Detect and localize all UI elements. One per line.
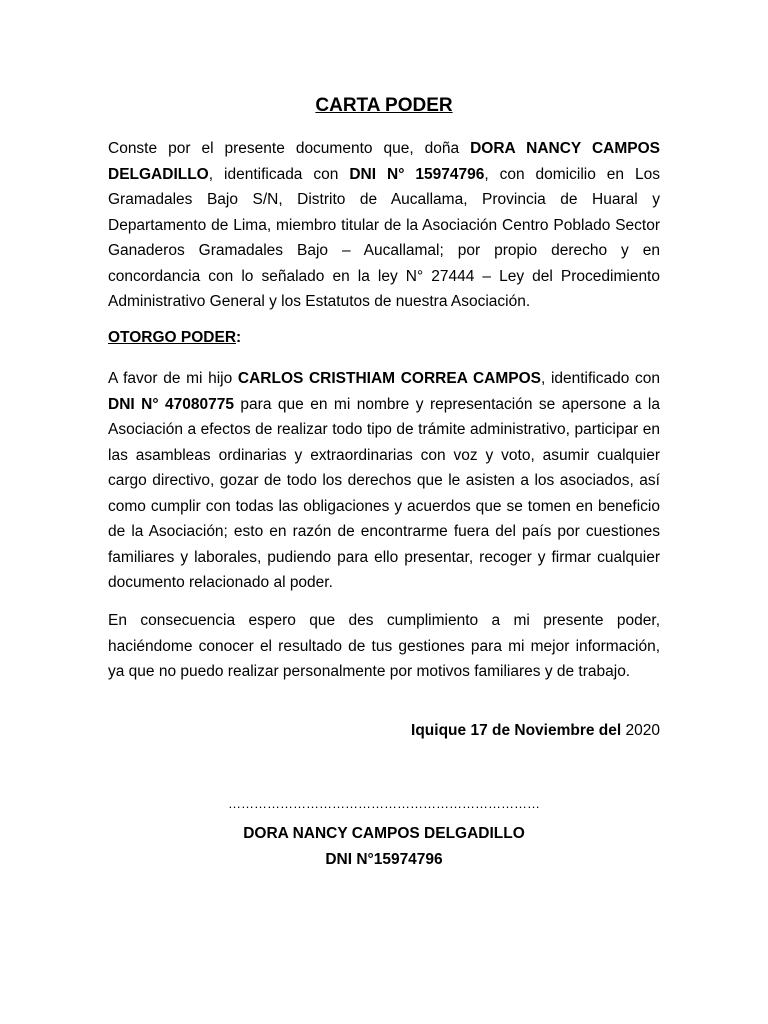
place-date-text: Iquique 17 de Noviembre del: [411, 722, 626, 739]
intro-text-1: Conste por el presente documento que, doña: [108, 140, 471, 157]
grant-text-1: A favor de mi hijo: [108, 370, 238, 387]
signatory-name: DORA NANCY CAMPOS DELGADILLO: [243, 825, 525, 842]
grantor-dni: DNI N° 15974796: [349, 165, 485, 183]
heading-colon: :: [236, 329, 242, 346]
heading-text: OTORGO PODER: [108, 329, 237, 346]
document-title: CARTA PODER: [315, 95, 453, 116]
signature-line: ………………………………………………………………: [228, 796, 540, 811]
intro-paragraph: [108, 136, 660, 315]
grantee-name: CARLOS CRISTHIAM CORREA CAMPOS: [237, 370, 541, 387]
grantee-dni: DNI N° 47080775: [108, 395, 234, 413]
place-date-year: 2020: [625, 722, 660, 739]
intro-text-3: , con domicilio en Los Gramadales Bajo S/N, Distrito de Aucallama, Provincia de Huaral y Departamento de Lima, miembro titular de la Asociación Centro Poblado Sector Ganaderos Gramadales Bajo – Aucallamal; por propio derecho y en concordancia con lo señalado en la ley N° 27444 – Ley del Procedimiento Administrativo General y los Estatutos de nuestra Asociación.: [108, 165, 660, 310]
grant-text-2: , identificado con: [541, 370, 660, 387]
grant-paragraph: [108, 366, 660, 596]
grantor-name: DORA NANCY CAMPOS DELGADILLO: [108, 140, 660, 183]
signatory-dni: DNI N°15974796: [325, 851, 443, 868]
place-date: [411, 722, 660, 740]
closing-paragraph: En consecuencia espero que des cumplimiento a mi presente poder, haciéndome conocer el resultado de tus gestiones para mi mejor información, ya que no puedo realizar personalmente por motivos familiares y de trabajo.: [108, 612, 660, 680]
section-heading: [108, 329, 241, 347]
intro-text-2: , identificada con: [208, 165, 350, 183]
grant-text-3: para que en mi nombre y representación se apersone a la Asociación a efectos de realizar todo tipo de trámite administrativo, participar en las asambleas ordinarias y extraordinarias con voz y voto, asumir cualquier cargo directivo, gozar de todo los derechos que le asisten a los asociados, así como cumplir con todas las obligaciones y acuerdos que se tomen en beneficio de la Asociación; esto en razón de encontrarme fuera del país por cuestiones familiares y laborales, pudiendo para ello presentar, recoger y firmar cualquier documento relacionado al poder.: [108, 395, 660, 591]
